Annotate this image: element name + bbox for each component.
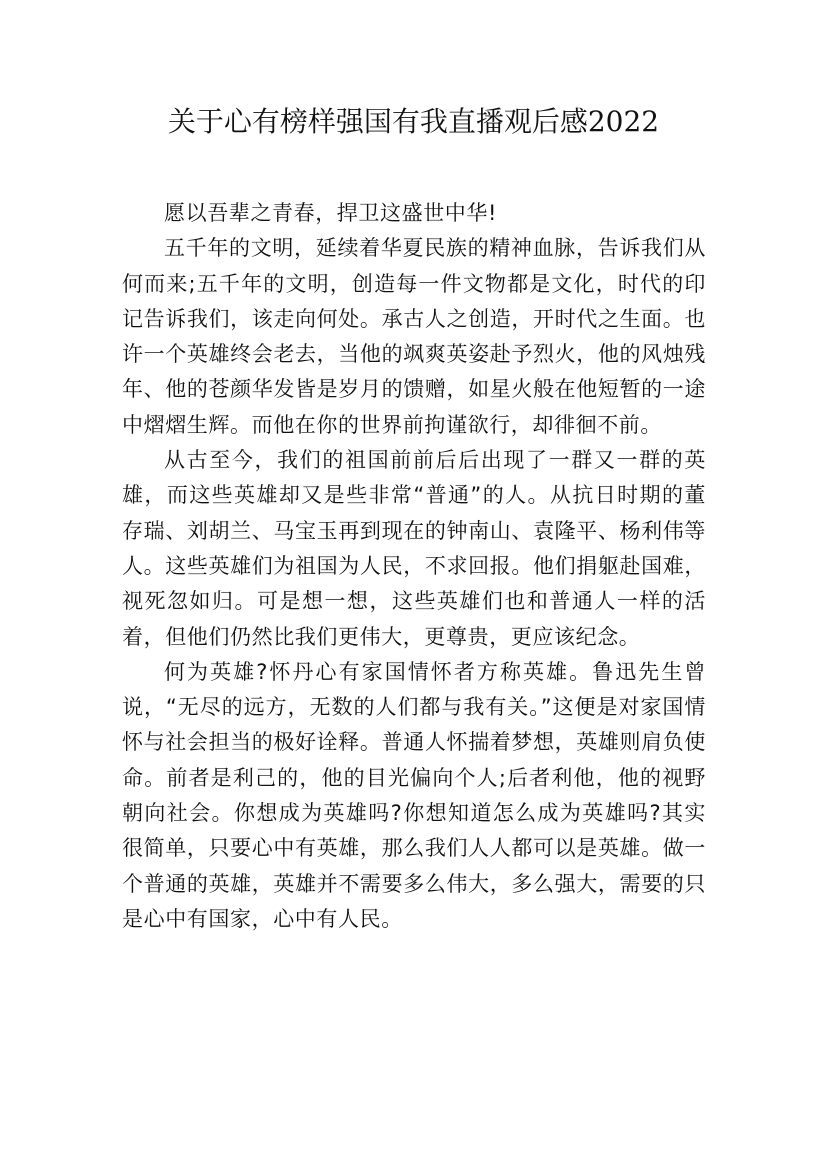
document-title: 关于心有榜样强国有我直播观后感2022 <box>167 105 660 138</box>
paragraph-4: 何为英雄?怀丹心有家国情怀者方称英雄。鲁迅先生曾说，“无尽的远方，无数的人们都与我有关。”这便是对家国情怀与社会担当的极好诠释。普通人怀揣着梦想，英雄则肩负使命。前者是利己的，他的目光偏向个人;后者利他，他的视野朝向社会。你想成为英雄吗?你想知道怎么成为英雄吗?其实很简单，只要心中有英雄，那么我们人人都可以是英雄。做一个普通的英雄，英雄并不需要多么伟大，多么强大，需要的只是心中有国家，心中有人民。 <box>122 659 706 931</box>
document-body <box>122 196 706 937</box>
paragraph-2: 五千年的文明，延续着华夏民族的精神血脉，告诉我们从何而来;五千年的文明，创造每一件文物都是文化，时代的印记告诉我们，该走向何处。承古人之创造，开时代之生面。也许一个英雄终会老去，当他的飒爽英姿赴予烈火，他的风烛残年、他的苍颜华发皆是岁月的馈赠，如星火般在他短暂的一途中熠熠生辉。而他在你的世界前拘谨欲行，却徘徊不前。 <box>122 236 706 437</box>
paragraph-1: 愿以吾辈之青春，捍卫这盛世中华! <box>164 201 498 225</box>
paragraph-3: 从古至今，我们的祖国前前后后出现了一群又一群的英雄，而这些英雄却又是些非常“普通”的人。从抗日时期的董存瑞、刘胡兰、马宝玉再到现在的钟南山、袁隆平、杨利伟等人。这些英雄们为祖国为人民，不求回报。他们捐躯赴国难，视死忽如归。可是想一想，这些英雄们也和普通人一样的活着，但他们仍然比我们更伟大，更尊贵，更应该纪念。 <box>122 448 706 649</box>
